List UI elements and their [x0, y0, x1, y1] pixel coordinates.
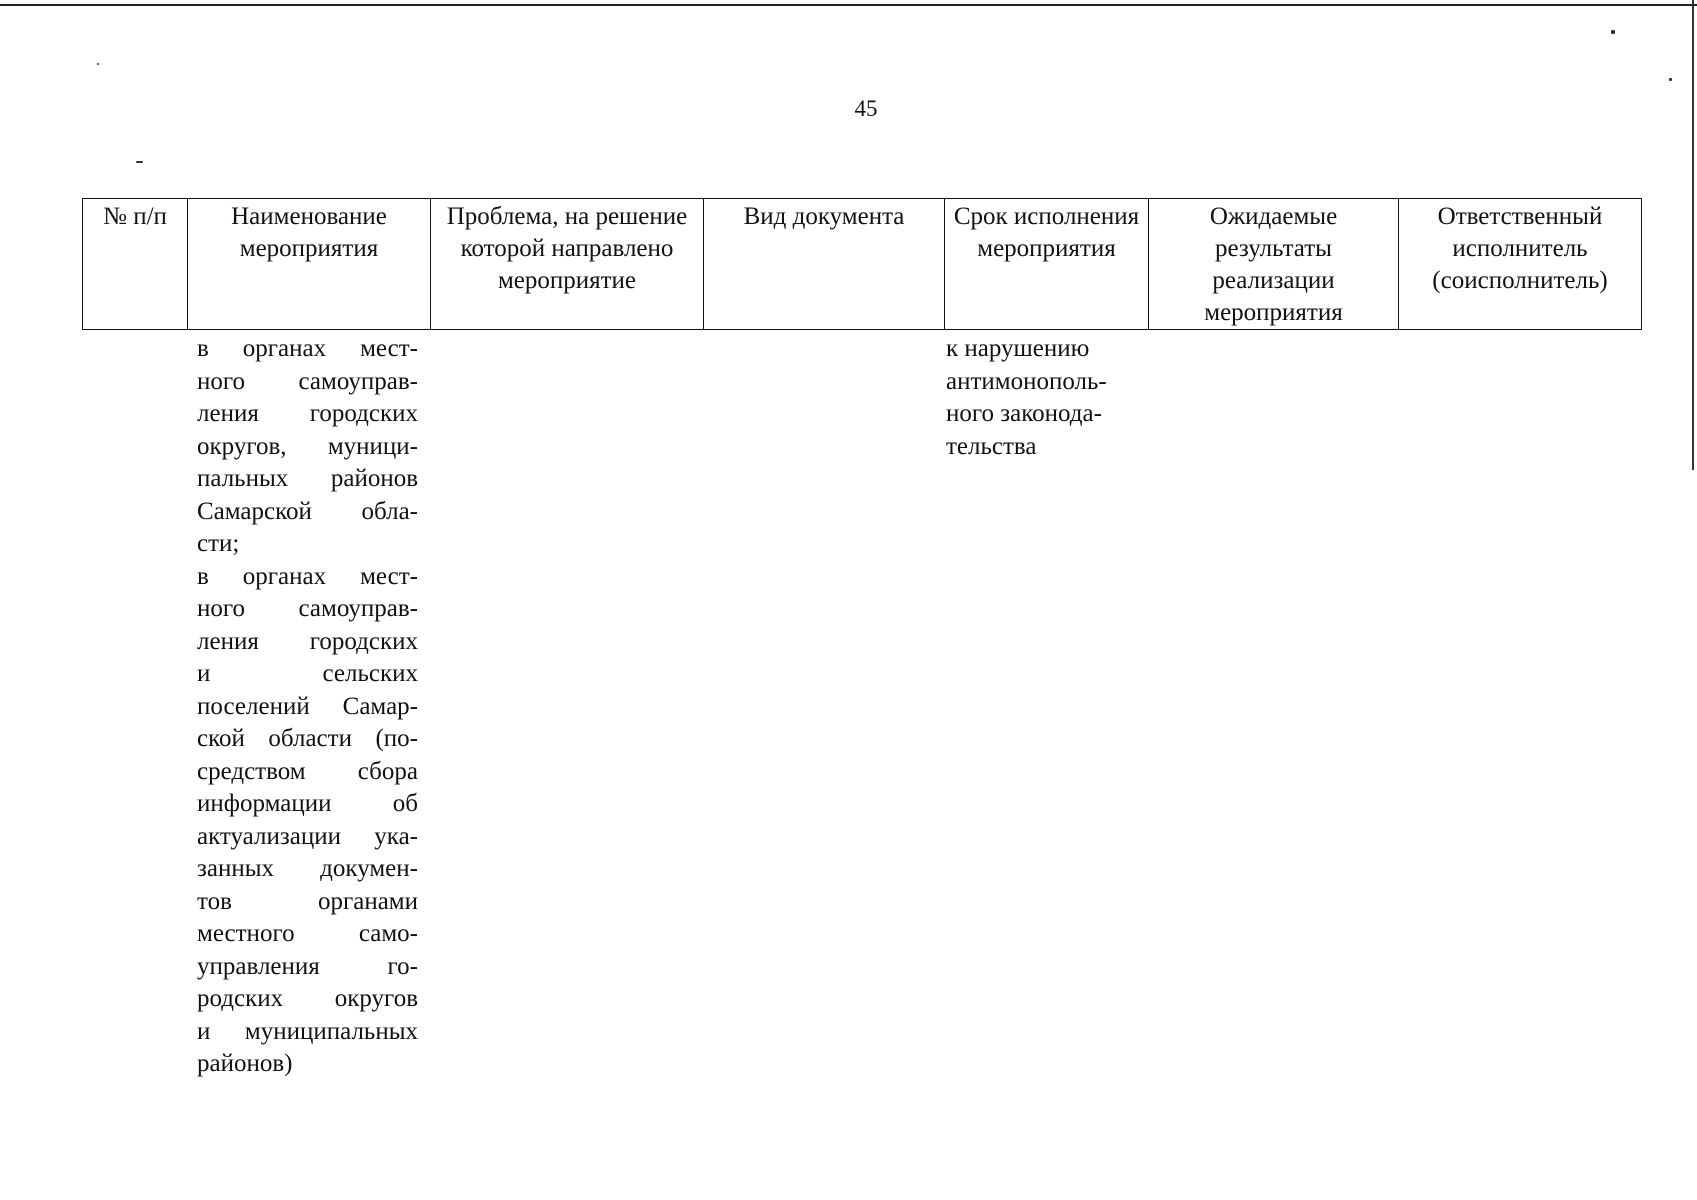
header-expected-results: Ожидаемые результаты реализации мероприятия	[1149, 199, 1399, 330]
text-line: антимонополь-	[946, 367, 1107, 395]
text-line: ления городских	[197, 627, 418, 655]
text-line: средством сбора	[197, 757, 418, 785]
text-line: к нарушению	[946, 335, 1090, 362]
text-line: управления го-	[197, 952, 418, 980]
header-deadline: Срок исполнения мероприятия	[945, 199, 1149, 330]
header-row	[83, 199, 1642, 330]
text-line: ного законода-	[946, 400, 1102, 427]
header-responsible: Ответственный исполнитель (соисполнитель)	[1399, 199, 1642, 330]
text-line: в органах мест-	[197, 335, 418, 362]
text-line: актуализации ука-	[197, 822, 418, 850]
text-line: ления городских	[197, 400, 418, 427]
text-line: тов органами	[197, 887, 418, 915]
header-problem: Проблема, на решение которой направлено мероприятие	[431, 199, 704, 330]
text-line: и муниципальных	[197, 1017, 418, 1045]
scan-speck	[1611, 30, 1615, 34]
text-line: тельства	[946, 432, 1037, 460]
measures-table-header	[82, 198, 1642, 330]
top-border-line	[0, 4, 1697, 6]
text-line: пальных районов	[197, 465, 418, 492]
text-line: местного само-	[197, 920, 418, 947]
scan-speck	[136, 161, 143, 163]
scan-speck	[1669, 78, 1672, 81]
text-line: ного самоуправ-	[197, 595, 418, 622]
text-line: родских округов	[197, 985, 418, 1012]
scan-speck	[97, 63, 99, 65]
deadline-cell	[946, 333, 1141, 463]
text-line: занных докумен-	[197, 855, 418, 882]
text-line: округов, муници-	[197, 432, 418, 460]
text-line: сти;	[197, 530, 240, 557]
text-line: в органах мест-	[197, 562, 418, 590]
page-number: 45	[854, 96, 878, 121]
header-document-type: Вид документа	[704, 199, 945, 330]
right-border-line	[1692, 0, 1694, 470]
text-line: поселений Самар-	[197, 692, 418, 720]
measure-name-cell	[197, 333, 418, 1081]
text-line: и сельских	[197, 660, 418, 687]
text-line: ской области (по-	[197, 725, 418, 752]
text-line: информации об	[197, 790, 418, 817]
text-line: ного самоуправ-	[197, 367, 418, 395]
header-number: № п/п	[83, 199, 188, 330]
header-measure-name: Наименование мероприятия	[188, 199, 431, 330]
text-line: Самарской обла-	[197, 497, 418, 525]
text-line: районов)	[197, 1050, 293, 1077]
